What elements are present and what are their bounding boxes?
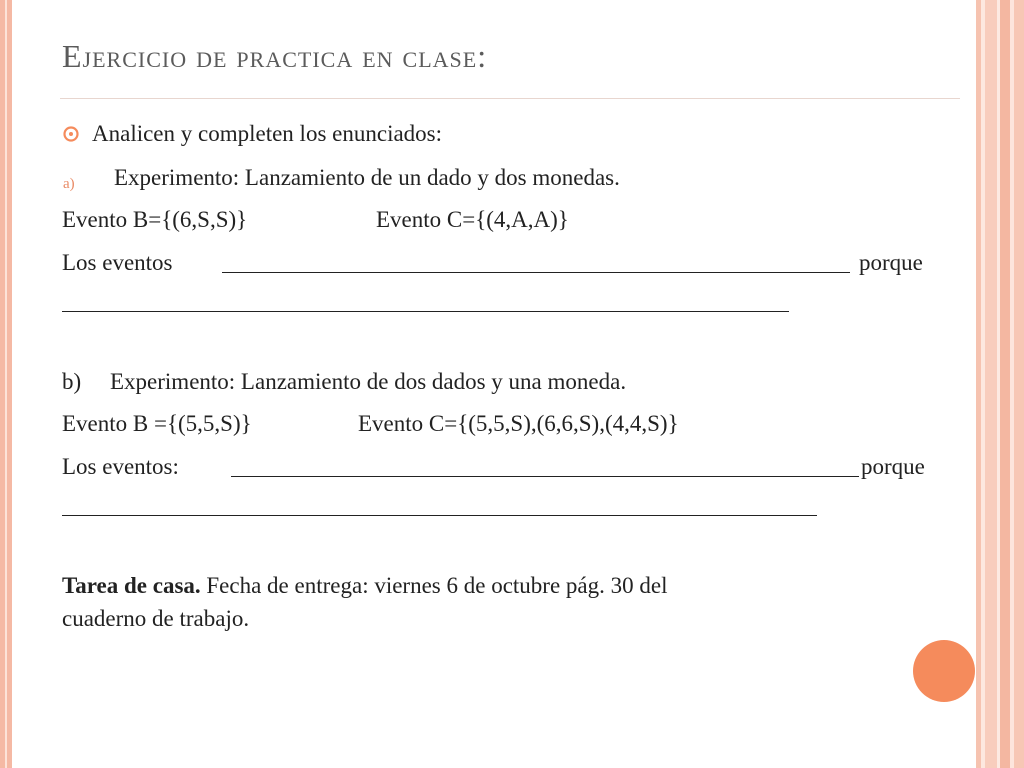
homework-label: Tarea de casa.	[62, 573, 201, 598]
item-a-answer-blank-2[interactable]	[62, 291, 789, 312]
homework-text-2: cuaderno de trabajo.	[62, 606, 250, 631]
item-b-experiment: Experimento: Lanzamiento de dos dados y una moneda.	[110, 369, 627, 394]
item-a-los-eventos: Los eventos	[62, 250, 173, 275]
instruction-text: Analicen y completen los enunciados:	[92, 121, 443, 146]
right-stripes-decoration	[976, 0, 1024, 768]
left-border-decoration	[0, 0, 12, 768]
item-a-answer-blank-1[interactable]	[222, 252, 850, 273]
item-b-answer-blank-2[interactable]	[62, 495, 817, 516]
item-b-answer-blank-1[interactable]	[231, 456, 859, 477]
slide-title: Ejercicio de practica en clase:	[62, 38, 488, 74]
item-b-porque: porque	[861, 454, 925, 479]
item-b-los-eventos: Los eventos:	[62, 454, 179, 479]
item-a-marker: a)	[63, 176, 75, 192]
decorative-orange-circle	[913, 640, 975, 702]
title-divider	[60, 98, 960, 99]
item-a-event-b: Evento B={(6,S,S)}	[62, 207, 248, 232]
item-b-event-b: Evento B ={(5,5,S)}	[62, 411, 252, 436]
item-a-porque: porque	[859, 250, 923, 275]
circle-bullet-icon	[63, 126, 79, 142]
item-b-marker: b)	[62, 369, 82, 394]
item-a-event-c: Evento C={(4,A,A)}	[376, 207, 569, 232]
item-a-experiment: Experimento: Lanzamiento de un dado y dos monedas.	[114, 165, 620, 190]
item-b-event-c: Evento C={(5,5,S),(6,6,S),(4,4,S)}	[358, 411, 679, 436]
homework-text: Fecha de entrega: viernes 6 de octubre pág. 30 del	[206, 573, 668, 598]
